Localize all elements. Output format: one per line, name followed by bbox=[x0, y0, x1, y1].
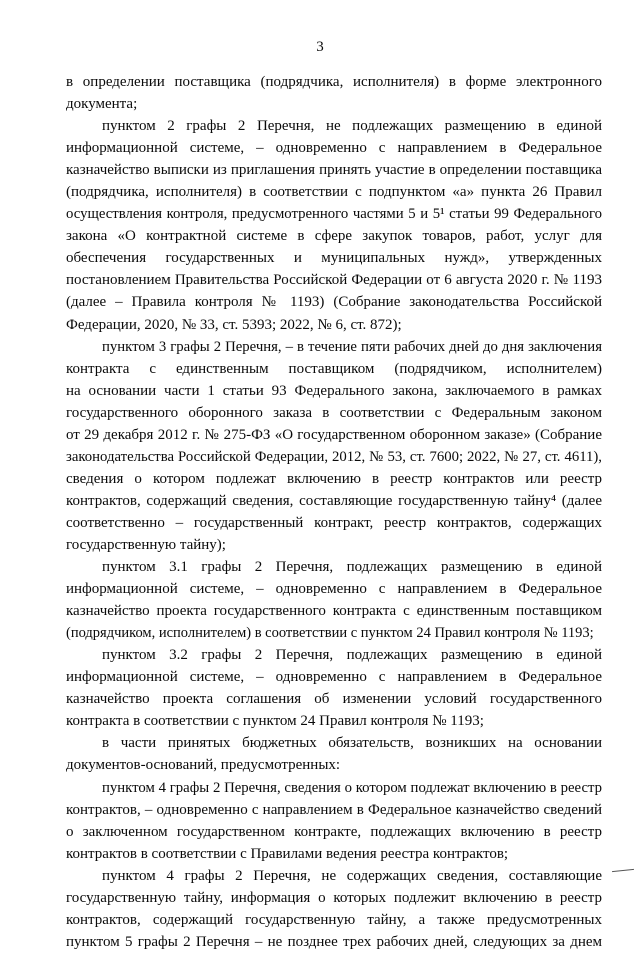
text-line: соответственно – государственный контракт, реестр контрактов, содержащих bbox=[66, 514, 602, 531]
text-line: сведения о котором подлежат включению в реестр контрактов или реестр bbox=[66, 470, 602, 487]
text-line: пунктом 5 графы 2 Перечня – не позднее трех рабочих дней, следующих за днем bbox=[66, 933, 602, 950]
text-line: пунктом 4 графы 2 Перечня, сведения о котором подлежат включению в реестр bbox=[102, 779, 602, 796]
text-line: государственную тайну); bbox=[66, 536, 226, 553]
text-line: о заключенном государственном контракте, подлежащих включению в реестр bbox=[66, 823, 602, 840]
text-line: казначейство выписки из приглашения принять участие в определении поставщика bbox=[66, 162, 602, 179]
text-line: (далее – Правила контроля № 1193) (Собрание законодательства Российской bbox=[66, 294, 602, 311]
text-line: контрактов, содержащий государственную тайну, а также предусмотренных bbox=[66, 911, 602, 928]
text-line: государственную тайну, информация о которых подлежит включению в реестр bbox=[66, 889, 602, 906]
document-body bbox=[66, 71, 602, 953]
text-line: контракта в соответствии с пунктом 24 Правил контроля № 1193; bbox=[66, 713, 484, 730]
page-number: 3 bbox=[316, 39, 324, 55]
text-line: в определении поставщика (подрядчика, исполнителя) в форме электронного bbox=[66, 74, 602, 90]
text-line: информационной системе, – одновременно с направлением в Федеральное bbox=[66, 140, 602, 157]
scan-mark bbox=[612, 869, 634, 872]
text-line: казначейство проекта соглашения об изменении условий государственного bbox=[66, 691, 602, 708]
text-line: информационной системе, – одновременно с направлением в Федеральное bbox=[66, 669, 602, 686]
text-line: постановлением Правительства Российской Федерации от 6 августа 2020 г. № 1193 bbox=[66, 272, 602, 289]
text-line: государственного оборонного заказа в соответствии с Федеральным законом bbox=[66, 404, 602, 421]
text-line: Федерации, 2020, № 33, ст. 5393; 2022, № 6, ст. 872); bbox=[66, 316, 402, 333]
text-line: пунктом 3.2 графы 2 Перечня, подлежащих размещению в единой bbox=[102, 647, 602, 664]
text-line: от 29 декабря 2012 г. № 275-ФЗ «О государственном оборонном заказе» (Собрание bbox=[66, 426, 602, 443]
text-line: контракта с единственным поставщиком (подрядчиком, исполнителем) bbox=[66, 360, 602, 377]
text-line: закона «О контрактной системе в сфере закупок товаров, работ, услуг для bbox=[66, 228, 602, 245]
text-line: пунктом 4 графы 2 Перечня, не содержащих сведения, составляющие bbox=[102, 867, 602, 884]
text-line: документов-оснований, предусмотренных: bbox=[66, 757, 341, 774]
text-line: информационной системе, – одновременно с направлением в Федеральное bbox=[66, 581, 602, 598]
text-line: пунктом 3.1 графы 2 Перечня, подлежащих размещению в единой bbox=[102, 559, 602, 576]
text-line: (подрядчиком, исполнителем) в соответствии с пунктом 24 Правил контроля № 1193; bbox=[66, 625, 594, 642]
text-line: (подрядчика, исполнителя) в соответствии с подпунктом «а» пункта 26 Правил bbox=[66, 184, 602, 201]
text-line: пунктом 2 графы 2 Перечня, не подлежащих размещению в единой bbox=[102, 118, 602, 135]
text-line: на основании части 1 статьи 93 Федерального закона, заключаемого в рамках bbox=[66, 382, 602, 399]
text-line: законодательства Российской Федерации, 2012, № 53, ст. 7600; 2022, № 27, ст. 4611), bbox=[66, 448, 602, 465]
text-line: казначейство проекта государственного контракта с единственным поставщиком bbox=[66, 603, 602, 620]
text-line: контрактов, – одновременно с направлением в Федеральное казначейство сведений bbox=[66, 801, 602, 818]
text-line: пунктом 3 графы 2 Перечня, – в течение пяти рабочих дней до дня заключения bbox=[102, 338, 602, 355]
text-line: контрактов, содержащий сведения, составляющие государственную тайну⁴ (далее bbox=[66, 492, 602, 509]
text-line: документа; bbox=[66, 96, 138, 113]
text-line: в части принятых бюджетных обязательств, возникших на основании bbox=[102, 735, 602, 752]
text-line: осуществления контроля, предусмотренного частями 5 и 5¹ статьи 99 Федерального bbox=[66, 206, 602, 223]
text-line: обеспечения государственных и муниципальных нужд», утвержденных bbox=[66, 250, 602, 267]
text-line: контрактов в соответствии с Правилами ведения реестра контрактов; bbox=[66, 845, 509, 862]
